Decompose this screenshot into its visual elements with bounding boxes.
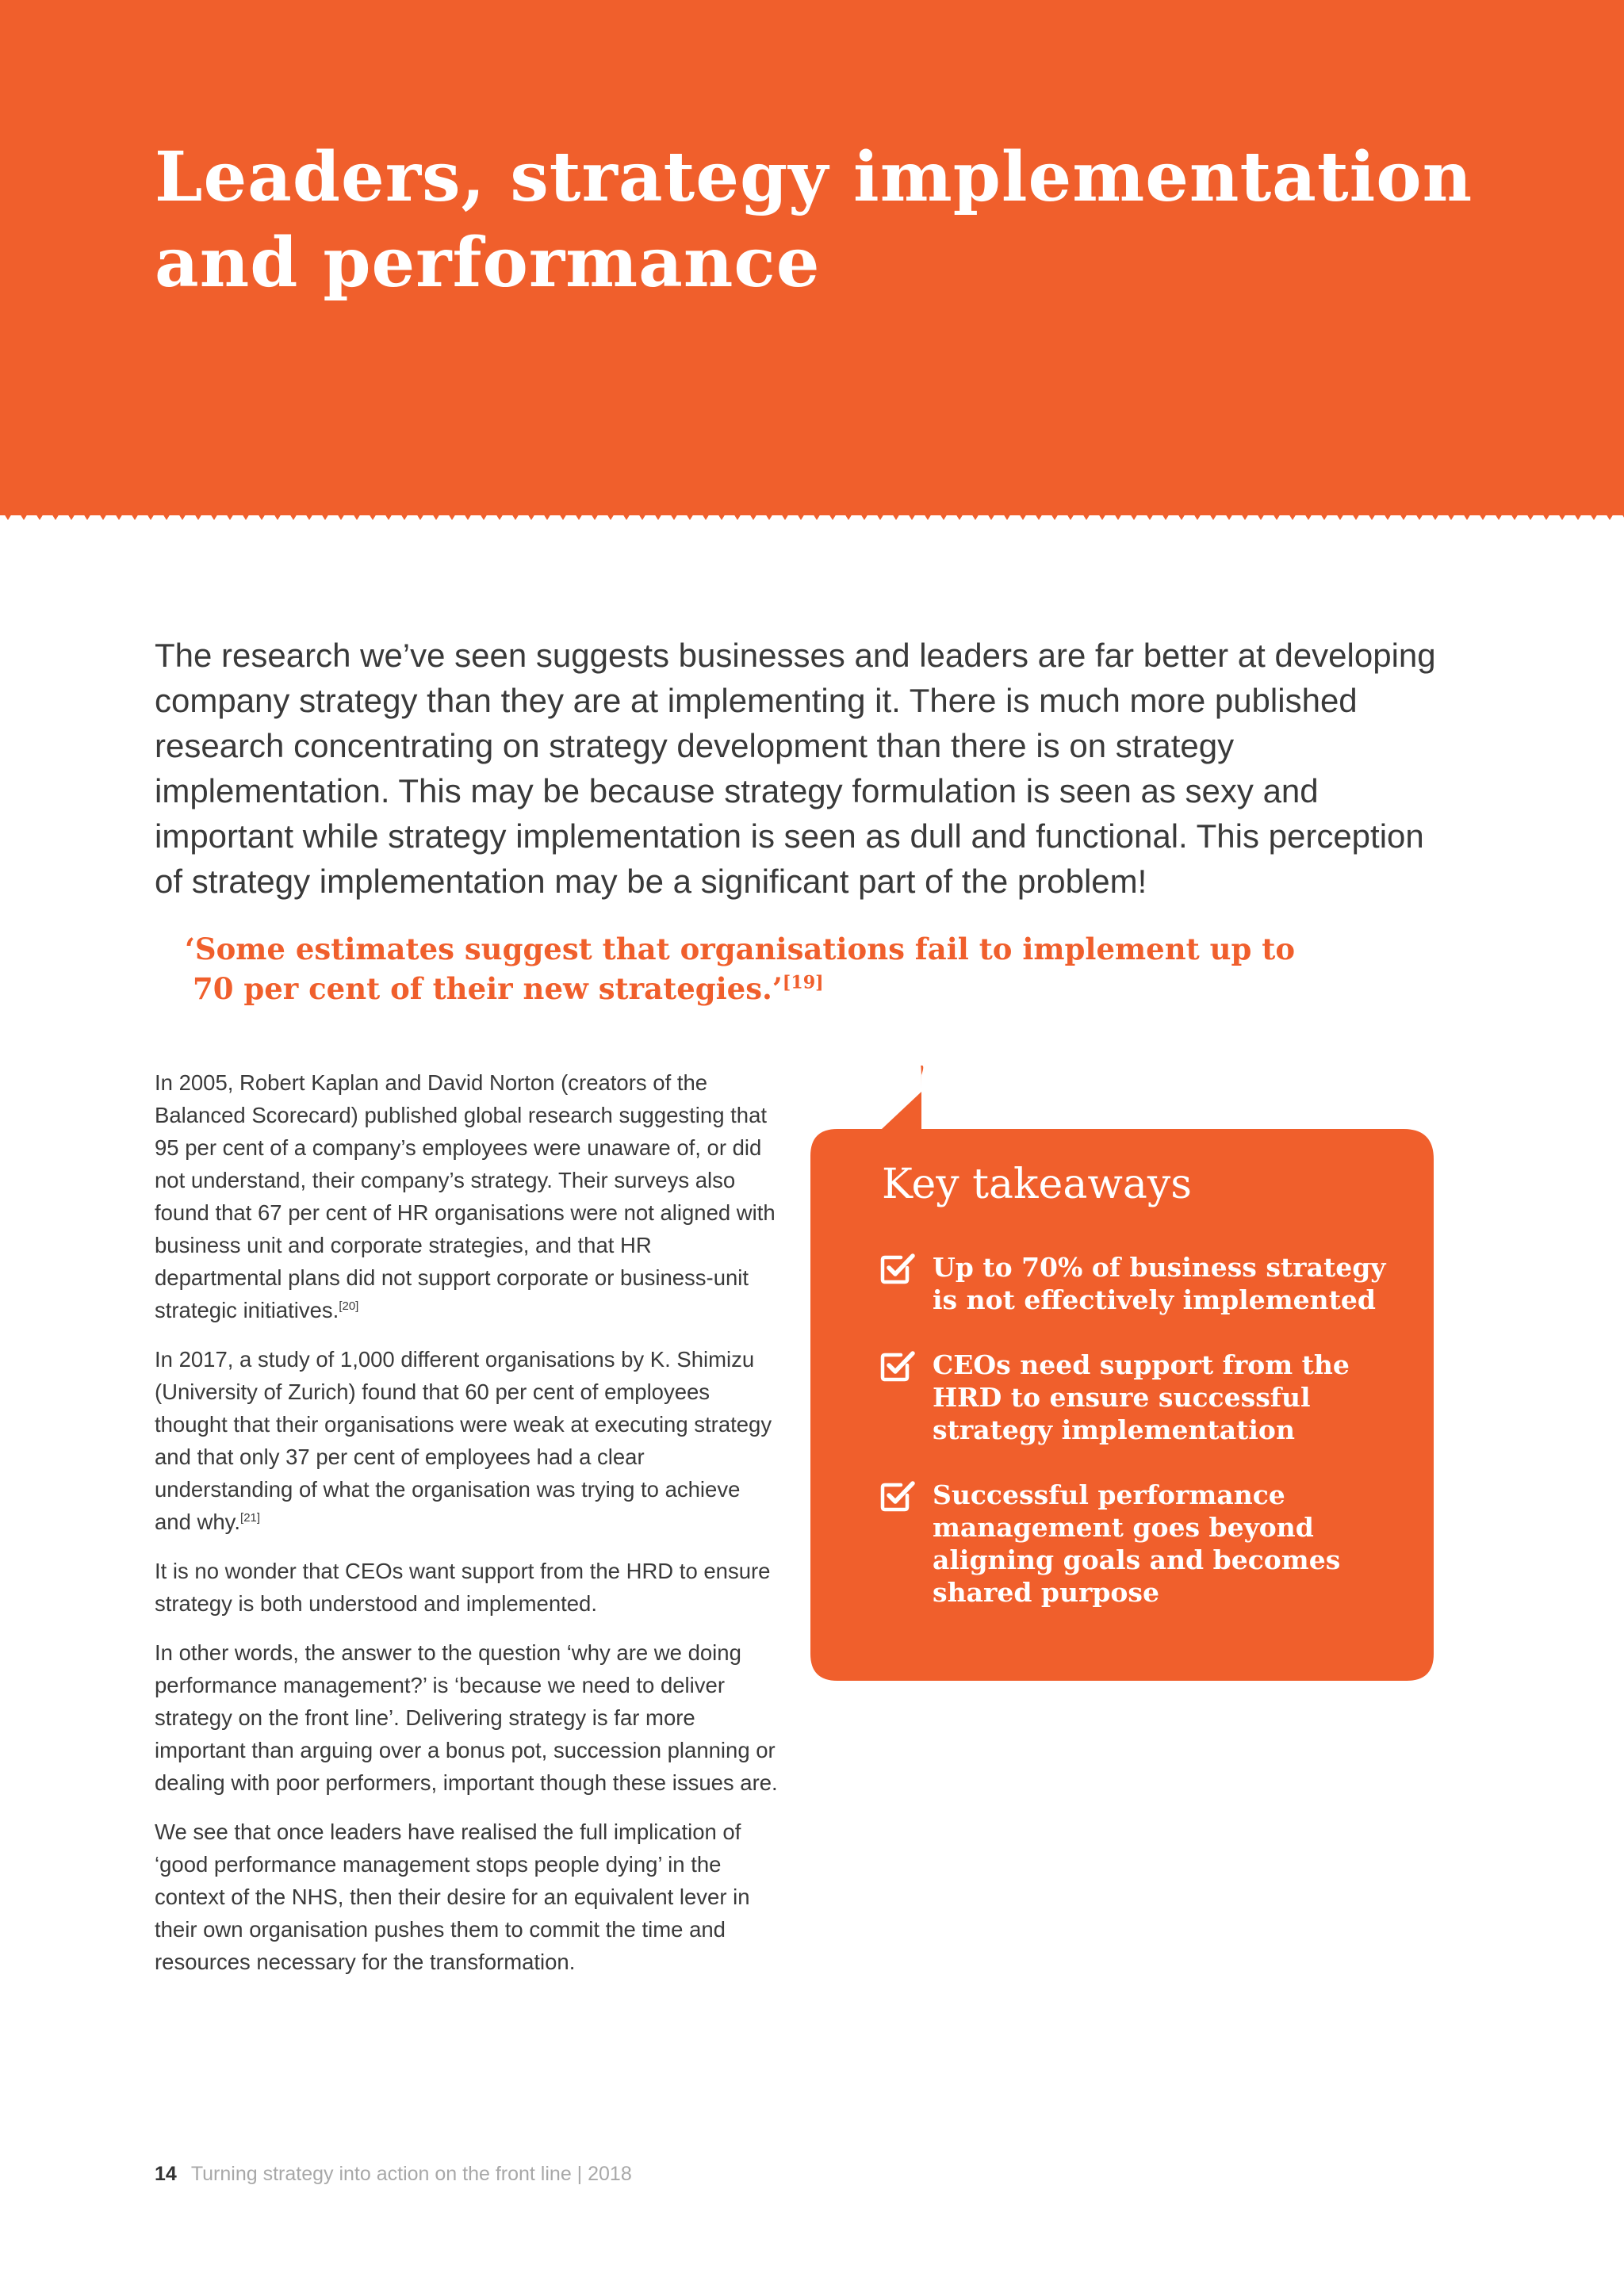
takeaway-text: Successful performance management goes beyond aligning goals and becomes shared purpose [933, 1479, 1341, 1608]
body-column [155, 1066, 781, 1995]
citation-ref: [20] [339, 1299, 359, 1313]
page-title-line1: Leaders, strategy implementation [155, 137, 1473, 217]
takeaways-title: Key takeaways [882, 1161, 1192, 1208]
page-footer [155, 2163, 632, 2186]
takeaway-item-3 [879, 1479, 1386, 1609]
pull-quote-line1: ‘Some estimates suggest that organisations fail to implement up to [185, 932, 1296, 966]
pull-quote [185, 929, 1327, 1008]
takeaway-item-1 [879, 1251, 1386, 1316]
takeaway-item-2 [879, 1349, 1386, 1446]
page-title-line2: and performance [155, 223, 821, 303]
takeaway-text: CEOs need support from the HRD to ensure successful strategy implementation [933, 1349, 1350, 1445]
body-paragraph-4: In other words, the answer to the question ‘why are we doing performance management?’ is ‘because we need to deliver strategy on the front line’. Delivering strategy is far more important than arguing over a bonus pot, succession planning or dealing with poor performers, important though these issues are. [155, 1640, 778, 1795]
intro-paragraph: The research we’ve seen suggests businesses and leaders are far better at developing company strategy than they are at implementing it. There is much more published research concentrating on strategy development than there is on strategy implementation. This may be because strategy formulation is seen as sexy and important while strategy implementation is seen as dull and functional. This perception of strategy implementation may be a significant part of the problem! [155, 637, 1436, 900]
body-paragraph-3: It is no wonder that CEOs want support from the HRD to ensure strategy is both understood and implemented. [155, 1559, 771, 1616]
header-banner [0, 0, 1624, 515]
page-number: 14 [155, 2163, 177, 2185]
body-paragraph-2 [155, 1343, 781, 1538]
body-paragraph-2-text: In 2017, a study of 1,000 different organisations by K. Shimizu (University of Zurich) found that 60 per cent of employees thought that their organisations were weak at executing strategy and that only 37 per cent of employees had a clear understanding of what the organisation was trying to achieve and why. [155, 1347, 772, 1534]
page-title [155, 135, 1503, 306]
pull-quote-line2 [185, 969, 1327, 1008]
body-paragraph-1-text: In 2005, Robert Kaplan and David Norton (creators of the Balanced Scorecard) published global research suggesting that 95 per cent of a company’s employees were unaware of, or did not understand, their company’s strategy. Their surveys also found that 67 per cent of HR organisations were not aligned with business unit and corporate strategies, and that HR departmental plans did not support corporate or business-unit strategic initiatives. [155, 1070, 776, 1322]
takeaway-text: Up to 70% of business strategy is not effectively implemented [933, 1252, 1386, 1315]
zigzag-edge [0, 507, 1624, 526]
pull-quote-line2-text: 70 per cent of their new strategies.’ [193, 971, 783, 1006]
checkbox-icon [879, 1477, 917, 1515]
citation-ref: [19] [782, 972, 824, 993]
footer-text: Turning strategy into action on the front line | 2018 [190, 2163, 632, 2185]
checkbox-icon [879, 1249, 917, 1288]
body-paragraph-5: We see that once leaders have realised the full implication of ‘good performance management stops people dying’ in the context of the NHS, then their desire for an equivalent lever in their own organisation pushes them to commit the time and resources necessary for the transformation. [155, 1820, 750, 1974]
citation-ref: [21] [240, 1510, 261, 1525]
body-paragraph-1 [155, 1066, 781, 1326]
checkbox-icon [879, 1347, 917, 1385]
takeaways-list [879, 1251, 1386, 1641]
